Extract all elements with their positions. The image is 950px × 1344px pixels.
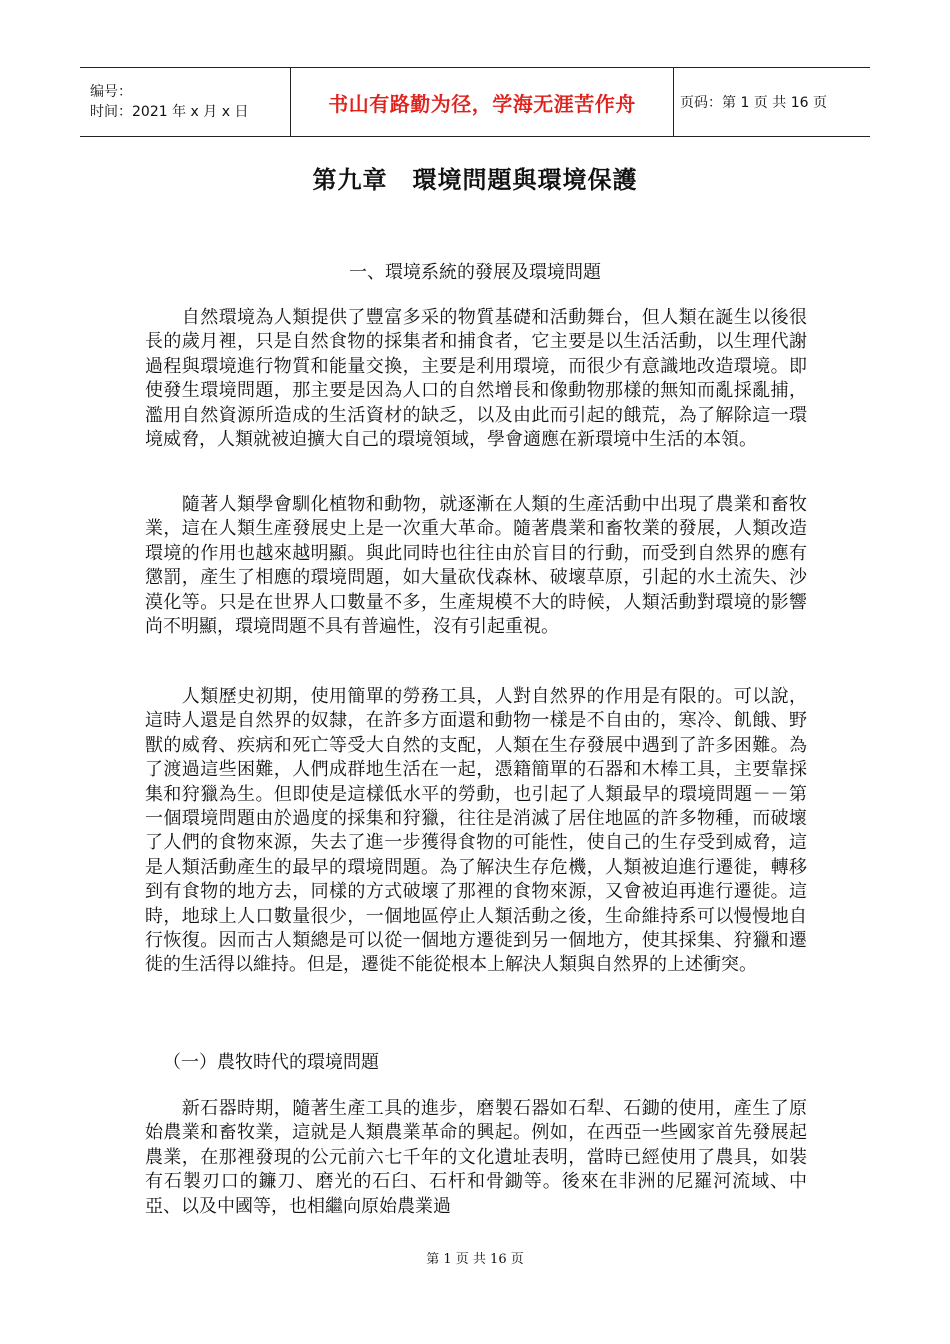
- header-motto-cell: [291, 68, 674, 137]
- motto-text: 书山有路勤为径，学海无涯苦作舟: [328, 91, 636, 116]
- paragraph-2: 隨著人類學會馴化植物和動物，就逐漸在人類的生產活動中出現了農業和畜牧業，這在人類生產發展史上是一次重大革命。隨著農業和畜牧業的發展，人類改造環境的作用也越來越明顯。與此同時也往往由於盲目的行動，而受到自然界的應有懲罰，產生了相應的環境問題，如大量砍伐森林、破壞草原，引起的水土流失、沙漠化等。只是在世界人口數量不多，生產規模不大的時候，人類活動對環境的影響尚不明顯，環境問題不具有普遍性，沒有引起重視。: [145, 494, 807, 638]
- chapter-title: 第九章 環境問題與環境保護: [312, 165, 638, 194]
- subheading: （一）農牧時代的環境問題: [163, 1052, 379, 1073]
- paragraph-4: 新石器時期，隨著生產工具的進步，磨製石器如石犁、石鋤的使用，產生了原始農業和畜牧業，這就是人類農業革命的興起。例如，在西亞一些國家首先發展起農業，在那裡發現的公元前六七千年的文化遺址表明，當時已經使用了農具，如裝有石製刃口的鐮刀、磨光的石臼、石杆和骨鋤等。後來在非洲的尼羅河流域、中亞、以及中國等，也相繼向原始農業過: [145, 1098, 807, 1217]
- paragraph-1: 自然環境為人類提供了豐富多采的物質基礎和活動舞台，但人類在誕生以後很長的歲月裡，只是自然食物的採集者和捕食者，它主要是以生活活動，以生理代謝過程與環境進行物質和能量交換，主要是利用環境，而很少有意識地改造環境。即使發生環境問題，那主要是因為人口的自然增長和像動物那樣的無知而亂採亂捕，濫用自然資源所造成的生活資材的缺乏，以及由此而引起的餓荒，為了解除這一環境威脅，人類就被迫擴大自己的環境領域，學會適應在新環境中生活的本領。: [145, 307, 807, 451]
- paragraph-3: 人類歷史初期，使用簡單的勞務工具，人對自然界的作用是有限的。可以說，這時人還是自然界的奴隸，在許多方面還和動物一樣是不自由的，寒冷、飢餓、野獸的威脅、疾病和死亡等受大自然的支配，人類在生存發展中遇到了許多困難。為了渡過這些困難，人們成群地生活在一起，憑籍簡單的石器和木棒工具，主要靠採集和狩獵為生。但即使是這樣低水平的勞動，也引起了人類最早的環境問題－－第一個環境問題由於過度的採集和狩獵，往往是消滅了居住地區的許多物種，而破壞了人們的食物來源，失去了進一步獲得食物的可能性，使自己的生存受到威脅，這是人類活動產生的最早的環境問題。為了解決生存危機，人類被迫進行遷徙，轉移到有食物的地方去，同樣的方式破壞了那裡的食物來源，又會被迫再進行遷徙。這時，地球上人口數量很少，一個地區停止人類活動之後，生命維持系可以慢慢地自行恢復。因而古人類總是可以從一個地方遷徙到另一個地方，使其採集、狩獵和遷徙的生活得以維持。但是，遷徙不能從根本上解決人類與自然界的上述衝突。: [145, 686, 807, 976]
- number-label: 编号：: [90, 84, 132, 100]
- section-heading: 一、環境系統的發展及環境問題: [349, 262, 601, 283]
- document-header: [80, 67, 870, 137]
- header-page-info: 页码：第 1 页 共 16 页: [680, 95, 827, 111]
- time-label: 时间：2021 年 x 月 x 日: [90, 104, 249, 120]
- header-meta: [80, 68, 291, 137]
- page-footer: 第 1 页 共 16 页: [426, 1252, 524, 1267]
